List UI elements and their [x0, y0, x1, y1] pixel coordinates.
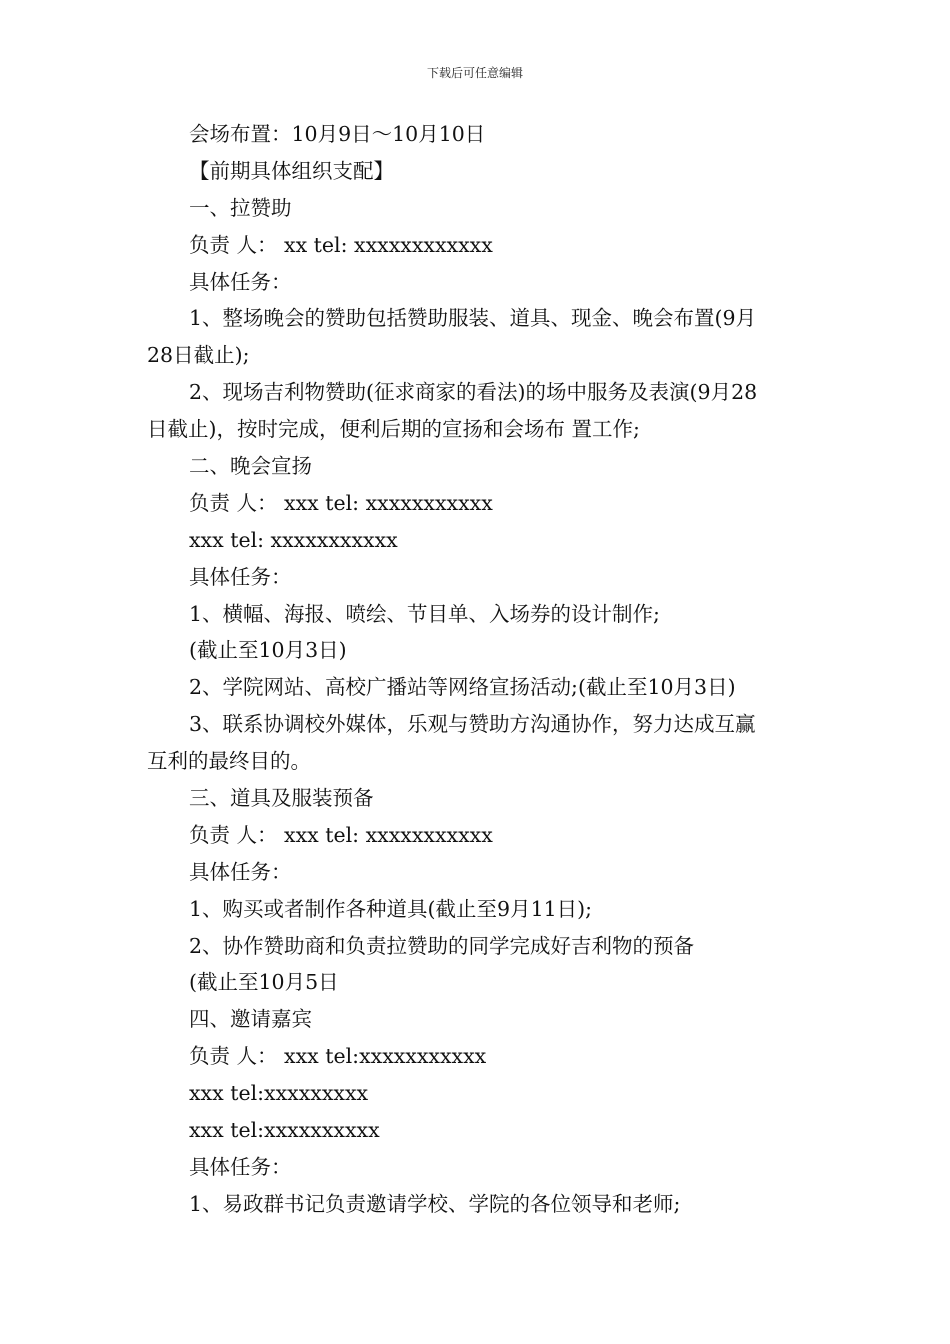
- text-line: xxx tel:xxxxxxxxx: [189, 1081, 369, 1106]
- text-line: 1、整场晚会的赞助包括赞助服装、道具、现金、晚会布置(9月: [189, 306, 757, 331]
- text-line: 负责 人： xxx tel: xxxxxxxxxxx: [189, 490, 493, 515]
- text-line: 负责 人： xx tel: xxxxxxxxxxxx: [189, 232, 493, 257]
- document-body: [147, 116, 812, 1223]
- text-line: 负责 人： xxx tel:xxxxxxxxxxx: [189, 1044, 487, 1069]
- text-line: 2、学院网站、高校广播站等网络宣扬活动;(截止至10月3日): [189, 675, 736, 700]
- text-line: 四、邀请嘉宾: [189, 1007, 312, 1032]
- text-line: 1、易政群书记负责邀请学校、学院的各位领导和老师;: [189, 1191, 681, 1216]
- text-line: (截止至10月3日): [189, 638, 347, 663]
- text-line: xxx tel: xxxxxxxxxxx: [189, 527, 398, 552]
- text-line: 具体任务：: [189, 1154, 292, 1179]
- text-line: 一、拉赞助: [189, 195, 292, 220]
- text-line: 互利的最终目的。: [147, 749, 311, 774]
- text-line: 【前期具体组织支配】: [189, 158, 394, 183]
- text-line: 1、购买或者制作各种道具(截止至9月11日);: [189, 896, 593, 921]
- text-line: 具体任务：: [189, 564, 292, 589]
- text-line: 具体任务：: [189, 269, 292, 294]
- text-line: 会场布置：10月9日～10月10日: [189, 122, 486, 146]
- text-line: 具体任务：: [189, 859, 292, 884]
- text-line: 负责 人： xxx tel: xxxxxxxxxxx: [189, 822, 493, 847]
- text-line: 2、协作赞助商和负责拉赞助的同学完成好吉利物的预备: [189, 933, 695, 958]
- text-line: 三、道具及服装预备: [189, 786, 374, 811]
- text-line: 1、横幅、海报、喷绘、节目单、入场券的设计制作;: [189, 601, 660, 626]
- text-line: 3、联系协调校外媒体，乐观与赞助方沟通协作，努力达成互赢: [189, 712, 756, 737]
- text-line: (截止至10月5日: [189, 970, 339, 995]
- text-line: xxx tel:xxxxxxxxxx: [189, 1118, 380, 1143]
- text-line: 日截止)，按时完成，便利后期的宣扬和会场布 置工作;: [147, 417, 640, 442]
- text-line: 二、晚会宣扬: [189, 454, 312, 479]
- text-line: 28日截止);: [147, 343, 250, 368]
- page-header-note: 下载后可任意编辑: [426, 66, 523, 80]
- text-line: 2、现场吉利物赞助(征求商家的看法)的场中服务及表演(9月28: [189, 380, 758, 405]
